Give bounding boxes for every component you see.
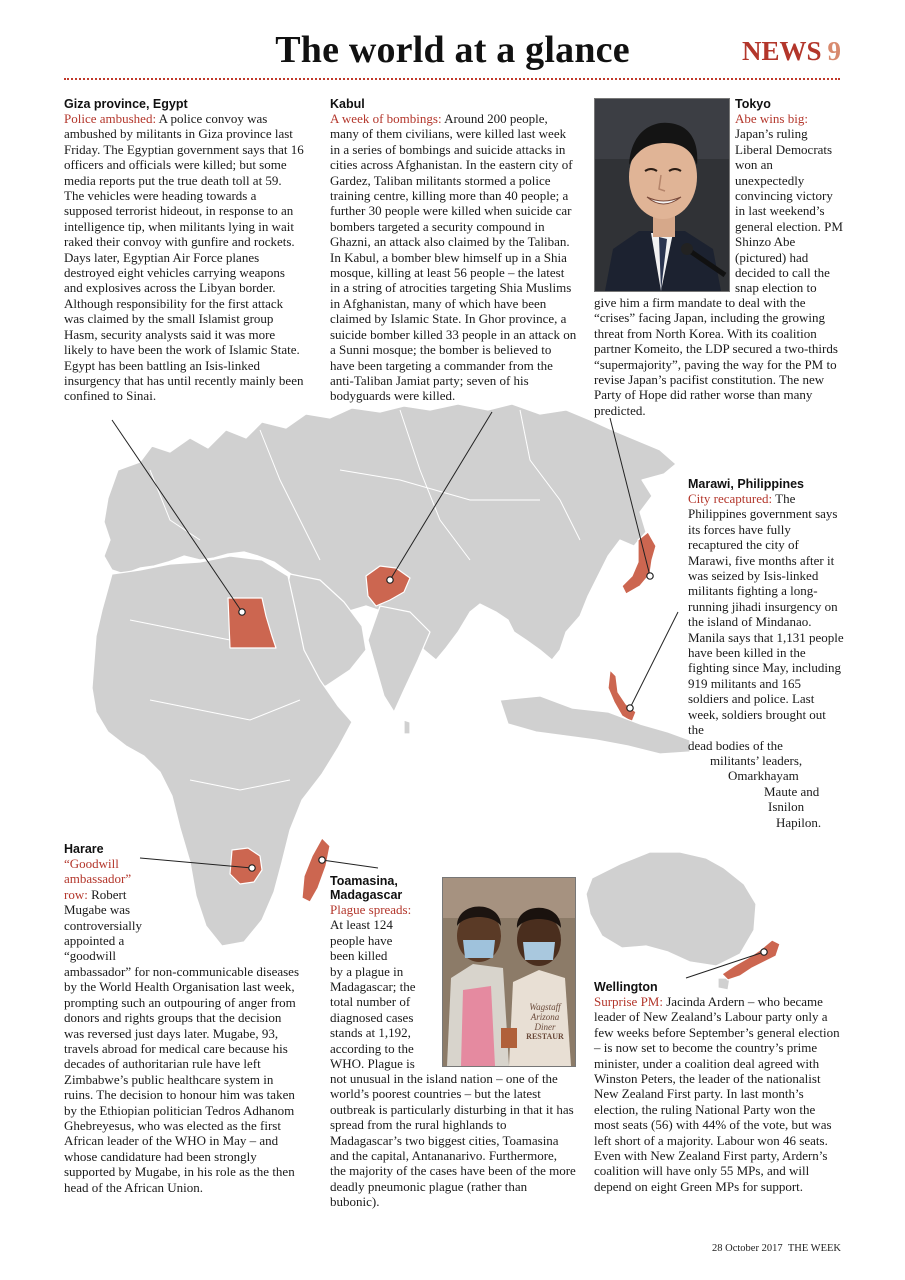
story-marawi-tail-1: dead bodies of the <box>688 737 783 753</box>
story-harare-place: Harare <box>64 842 104 856</box>
story-tokyo-continued <box>594 295 842 418</box>
story-toamasina-continued <box>330 1071 576 1210</box>
story-toamasina-body-wide: not unusual in the island nation – one of the world’s poorest countries – but the latest outbreak is particularly disturbing in that it has spread from the rural highlands to Madagascar’s two biggest cities, Toamasina and the capital, Antananarivo. Furthermore, the majority of the cases have been of the more deadly pneumonic plague (rather than bubonic). <box>330 1071 576 1210</box>
story-kabul <box>330 97 577 404</box>
story-marawi-lede: City recaptured: <box>688 491 773 506</box>
story-toamasina-place-1: Toamasina, <box>330 874 398 888</box>
story-toamasina-narrow-4: by a plague in <box>330 963 404 979</box>
story-tokyo-lede: Abe wins big: <box>735 111 808 126</box>
story-harare-body-wide: ambassador” for non-communicable diseases by the World Health Organisation last week, prompting such an outpouring of anger from donors and rights groups that the decision was reversed just days later. Mugabe, 93, travels abroad for medical care because his decades of authoritarian rule have left Zimbabwe’s public healthcare system in ruins. The decision to honour him was taken by the Ethiopian politician Tedros Adhanom Ghebreyesus, who was elected as the first African leader of the WHO in May – and whose candidature had been strongly supported by Mugabe, in his role as the then head of the African Union. <box>64 964 300 1195</box>
marker-marawi <box>627 705 633 711</box>
sri-lanka-land <box>404 720 410 734</box>
india-land <box>368 606 430 712</box>
madagascar-land <box>302 838 330 902</box>
story-kabul-place: Kabul <box>330 97 365 111</box>
story-toamasina-narrow-8: stands at 1,192, <box>330 1025 411 1041</box>
story-wellington-lede: Surprise PM: <box>594 994 663 1009</box>
story-harare-lede-3: row: <box>64 886 88 902</box>
story-toamasina-narrow-3: been killed <box>330 948 388 964</box>
marker-giza <box>239 609 245 615</box>
story-harare-narrow-3: controversially <box>64 917 142 933</box>
shirt-print <box>515 1002 575 1042</box>
story-giza <box>64 97 304 404</box>
story-harare-narrow-2: Mugabe was <box>64 902 131 918</box>
shirt-text-4: RESTAUR <box>526 1032 564 1041</box>
story-toamasina-place-2: Madagascar <box>330 888 403 902</box>
section-name: NEWS <box>741 36 822 66</box>
story-toamasina-narrow-6: total number of <box>330 994 411 1010</box>
story-wellington-body: Jacinda Ardern – who became leader of New Zealand’s Labour party only a few weeks before September’s general election – is now set to become the country’s prime minister, under a coalition deal agreed with Winston Peters, the leader of the nationalist New Zealand First party. In last month’s election, the ruling National Party won the most seats (56) with 44% of the vote, but was left short of a majority. Labour won 46 seats. Even with New Zealand First party, Ardern’s coalition will have only 55 MPs, and will depend on eight Green MPs for support. <box>594 994 840 1194</box>
story-harare-lede-1: “Goodwill <box>64 856 119 871</box>
story-giza-body: A police convoy was ambushed by militants in Giza province last Friday. The Egyptian government says that 16 officers and officials were killed; but some media reports put the true death toll at 59. The vehicles were heading towards a supposed terrorist hideout, in response to an intelligence tip, when militants lying in wait raked their convoy with gunfire and rockets. Days later, Egyptian Air Force planes destroyed eight vehicles carrying weapons and explosives across the Libyan border. Although responsibility for the first attack was claimed by the small Islamist group Hasm, security analysts said it was more likely to have been the work of Islamic State. Egypt has been battling an Isis-linked insurgency that has until recently mainly been confined to Sinai. <box>64 111 304 404</box>
story-marawi <box>688 477 844 830</box>
australia-land <box>586 852 756 966</box>
story-marawi-tail-6: Hapilon. <box>776 814 822 830</box>
story-giza-lede: Police ambushed: <box>64 111 157 126</box>
shirt-text-2: Arizona <box>530 1012 560 1022</box>
shirt-text-1: Wagstaff <box>529 1002 561 1012</box>
story-kabul-text <box>330 111 577 404</box>
story-tokyo-body-wide: give him a firm mandate to deal with the “crises” facing Japan, including the growing threat from North Korea. With its coalition partner Komeito, the LDP secured a two-thirds “supermajority”, paving the way for the PM to revise Japan’s pacifist constitution. The new Party of Hope did rather worse than many predicted. <box>594 295 838 418</box>
marker-kabul <box>387 577 393 583</box>
story-toamasina <box>330 874 436 1071</box>
story-marawi-text <box>688 491 844 738</box>
story-tokyo-text <box>735 111 843 296</box>
page-footer <box>712 1243 841 1254</box>
story-marawi-tail-5: Isnilon <box>768 799 805 815</box>
story-harare-narrow-5: “goodwill <box>64 948 116 964</box>
story-harare-narrow-1: Robert <box>91 886 127 902</box>
story-toamasina-narrow-2: people have <box>330 932 393 948</box>
story-marawi-tail-4: Maute and <box>764 783 820 799</box>
story-toamasina-lede: Plague spreads: <box>330 902 412 917</box>
story-wellington <box>594 980 842 1194</box>
story-toamasina-narrow-5: Madagascar; the <box>330 979 416 995</box>
story-giza-place: Giza province, Egypt <box>64 97 188 111</box>
story-marawi-tail-2: militants’ leaders, <box>710 752 803 768</box>
leader-marawi <box>630 612 678 708</box>
story-harare-narrow-4: appointed a <box>64 933 125 949</box>
shirt-text-3: Diner <box>534 1022 556 1032</box>
story-marawi-place: Marawi, Philippines <box>688 477 804 491</box>
abe-photo <box>594 98 730 292</box>
story-tokyo <box>735 97 843 296</box>
story-toamasina-narrow-9: according to the <box>330 1040 414 1056</box>
children-photo <box>442 877 576 1067</box>
story-giza-text <box>64 111 304 404</box>
story-harare-line-1 <box>64 887 224 902</box>
sea-islands-land <box>500 696 690 754</box>
story-wellington-place: Wellington <box>594 980 658 994</box>
marker-wellington <box>761 949 767 955</box>
page-title: The world at a glance <box>275 29 630 71</box>
page-number: 9 <box>827 36 841 66</box>
story-marawi-tail-3: Omarkhayam <box>728 768 799 784</box>
abe-portrait-image <box>595 99 729 291</box>
story-harare-continued <box>64 964 304 1195</box>
footer-date: 28 October 2017 <box>712 1243 783 1254</box>
story-toamasina-narrow-7: diagnosed cases <box>330 1009 414 1025</box>
leader-toamasina <box>322 860 378 868</box>
footer-publication: THE WEEK <box>787 1243 841 1254</box>
story-kabul-lede: A week of bombings: <box>330 111 442 126</box>
story-toamasina-narrow-10: WHO. Plague is <box>330 1056 415 1072</box>
story-harare-lede-2: ambassador” <box>64 871 132 887</box>
marker-harare <box>249 865 255 871</box>
story-kabul-body: Around 200 people, many of them civilians, were killed last week in a series of bombings and suicide attacks in cities across Afghanistan. In the eastern city of Gardez, Taliban militants stormed a police training centre, killing more than 40 people; a further 30 people were killed when suicide car bombers targeted a security compound in Ghazni, an attack also claimed by the Taliban. In Kabul, a bomber blew himself up in a Shia mosque, killing at least 56 people – the latest in a string of atrocities targeting Shia Muslims in Afghanistan, many of which have been claimed by Islamic State. In Ghor province, a suicide bomber killed 33 people in an attack on a Sunni mosque; the bomber is believed to have been targeting a commander from the anti-Taliban Jamiat party; seven of his bodyguards were killed. <box>330 111 577 404</box>
marker-toamasina <box>319 857 325 863</box>
story-toamasina-narrow-1: At least 124 <box>330 917 393 933</box>
marker-tokyo <box>647 573 653 579</box>
story-tokyo-body-narrow: Japan’s ruling Liberal Democrats won an unexpectedly convincing victory in last weekend’s general election. PM Shinzo Abe (pictured) had decided to call the snap election to <box>735 126 843 296</box>
story-wellington-text <box>594 994 842 1194</box>
story-harare <box>64 842 224 964</box>
story-marawi-body: The Philippines government says its forces have fully recaptured the city of Marawi, five months after it was seized by Isis-linked militants fighting a long-running jihadi insurgency on the island of Mindanao. Manila says that 1,131 people have been killed in the fighting since May, including 919 militants and 165 soldiers and police. Last week, soldiers brought out the <box>688 491 844 738</box>
story-tokyo-place: Tokyo <box>735 97 771 111</box>
